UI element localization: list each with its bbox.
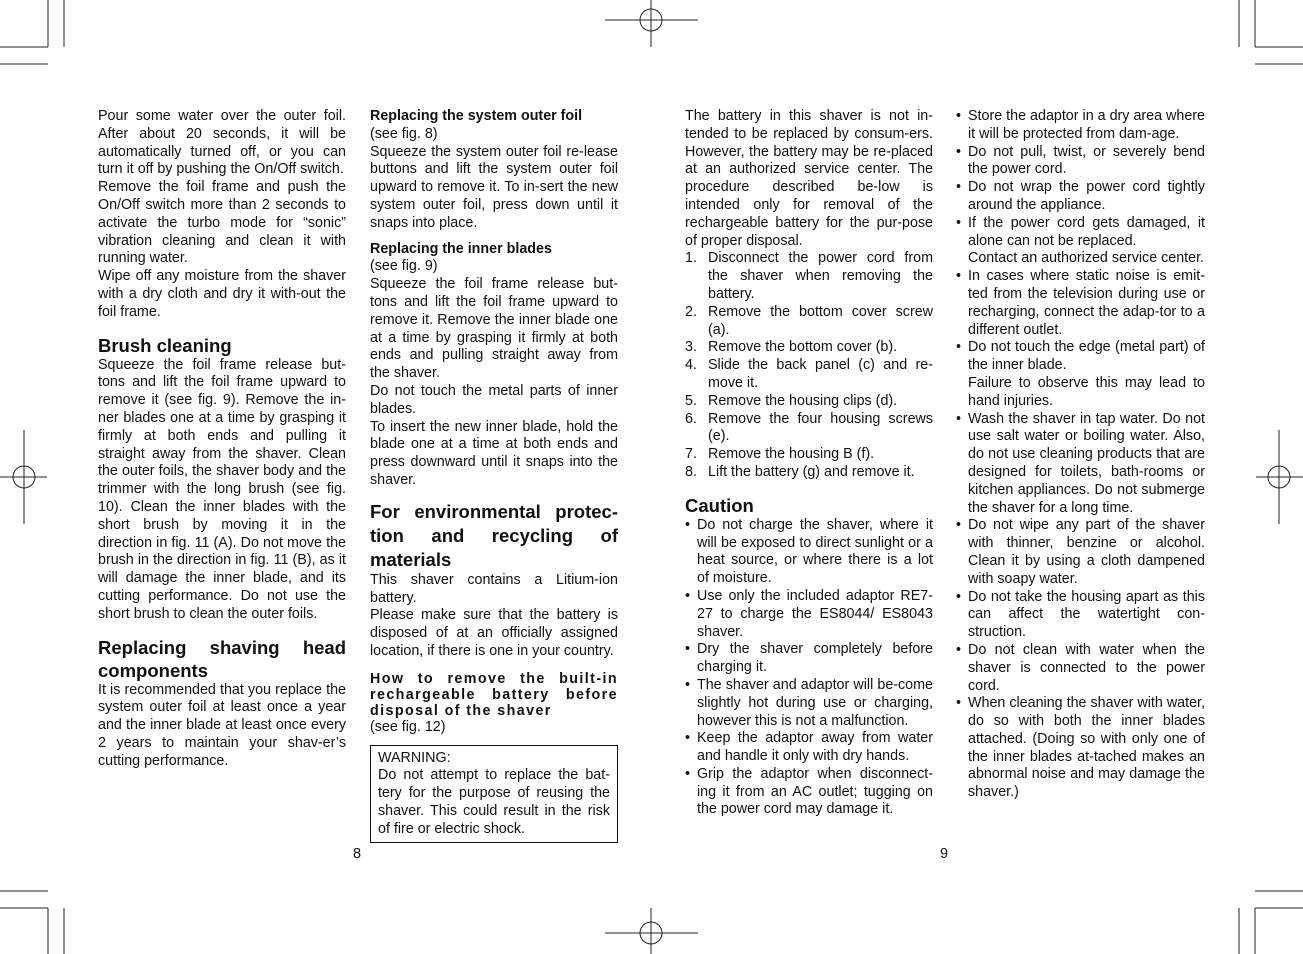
list-item <box>956 268 1205 339</box>
paragraph: Wipe off any moisture from the shaver with a dry cloth and dry it with-out the foil frame. <box>98 268 346 320</box>
list-item <box>956 339 1205 410</box>
item-text: Do not wrap the power cord tightly around the appliance. <box>968 179 1205 213</box>
list-item <box>956 179 1205 215</box>
bullet-icon: • <box>956 214 962 231</box>
paragraph: Squeeze the foil frame release but-tons and lift the foil frame upward to remove it (see fig. 9). Remove the in-ner blades one at a time by grasping it firmly at both ends and pulling it straight away from the shaver. Clean the outer foils, the shaver body and the trimmer with the long brush (see fig. 10). Clean the inner blades with the short brush by moving it in the direction in fig. 11 (A). Do not move the brush in the direction in fig. 11 (B), as it will damage the inner blade, and its cutting performance. Do not use the short brush to clean the outer foils. <box>98 356 346 622</box>
paragraph: It is recommended that you replace the system outer foil at least once a year and the inner blade at least once every 2 years to maintain your shav-er’s cutting performance. <box>98 681 346 769</box>
column-1 <box>98 108 346 771</box>
step-text: Remove the four housing screws (e). <box>708 410 933 445</box>
bullet-icon: • <box>956 108 962 124</box>
paragraph: Pour some water over the outer foil. After about 20 seconds, it will be automatically turned off, or you can turn it off by pushing the On/Off switch. <box>98 108 346 178</box>
heading-caution: Caution <box>685 494 754 516</box>
item-text: If the power cord gets damaged, it alone can not be replaced. Contact an authorized service center. <box>968 214 1205 267</box>
step-text: Remove the bottom cover (b). <box>708 339 898 356</box>
warning-box <box>370 745 618 843</box>
bullet-icon: • <box>956 179 962 196</box>
list-item <box>685 677 933 730</box>
list-item <box>956 215 1205 268</box>
paragraph: To insert the new inner blade, hold the blade one at a time at both ends and press downward until it snaps into the shaver. <box>370 418 618 488</box>
column-4 <box>956 108 1205 802</box>
list-item <box>956 589 1205 642</box>
heading-replacing-outer-foil: Replacing the system outer foil <box>370 108 583 124</box>
item-text: Do not charge the shaver, where it will be exposed to direct sunlight or a heat source, or where there is a lot of moisture. <box>697 516 933 587</box>
figure-reference: (see fig. 9) <box>370 258 438 275</box>
item-text: Do not take the housing apart as this can affect the watertight con-struction. <box>968 588 1205 641</box>
list-item <box>685 588 933 641</box>
heading-battery-removal: How to remove the built-in rechargeable battery before disposal of the shaver <box>370 670 618 719</box>
step-number: 2. <box>685 303 697 320</box>
step-number: 8. <box>685 463 697 480</box>
bullet-icon: • <box>956 143 962 160</box>
list-item <box>685 411 933 447</box>
list-item <box>956 517 1205 588</box>
safety-list <box>956 108 1205 802</box>
list-item <box>956 108 1205 144</box>
list-item <box>956 411 1205 518</box>
item-text: Store the adaptor in a dry area where it will be protected from dam-age. <box>968 108 1205 142</box>
bullet-icon: • <box>956 641 962 658</box>
item-text: Wash the shaver in tap water. Do not use salt water or boiling water. Also, do not use cleaning products that are designed for toilets, bath-rooms or kitchen appliances. Do not submerge the shaver for a long time. <box>968 410 1205 516</box>
list-item <box>685 357 933 393</box>
step-number: 4. <box>685 357 697 374</box>
list-item <box>956 642 1205 695</box>
step-text: Slide the back panel (c) and re-move it. <box>708 357 933 391</box>
list-item <box>685 304 933 340</box>
list-item <box>685 517 933 588</box>
item-text: When cleaning the shaver with water, do so with both the inner blades attached. (Doing so with only one of the inner blades at-tached makes an abnormal noise and may damage the shaver.) <box>968 695 1205 801</box>
caution-list <box>685 517 933 820</box>
list-item <box>685 464 933 482</box>
list-item <box>685 446 933 464</box>
heading-replacing-components: Replacing shaving head components <box>98 636 346 681</box>
paragraph: Squeeze the foil frame release but-tons and lift the foil frame upward to remove it. Remove the inner blade one at a time by grasping it firmly at both ends and pulling straight away from the shaver. <box>370 276 618 382</box>
item-text: Do not pull, twist, or severely bend the power cord. <box>968 143 1205 178</box>
item-text: Grip the adaptor when disconnect-ing it from an AC outlet; tugging on the power cord may damage it. <box>697 765 933 818</box>
column-2 <box>370 108 618 843</box>
page-number-left: 8 <box>353 846 362 862</box>
item-text: Keep the adaptor away from water and handle it only with dry hands. <box>697 730 933 765</box>
figure-reference: (see fig. 8) <box>370 125 438 142</box>
list-item <box>685 250 933 303</box>
warning-text: Do not attempt to replace the bat-tery for the purpose of reusing the shaver. This could result in the risk of fire or electric shock. <box>378 767 610 837</box>
list-item <box>956 144 1205 180</box>
bullet-icon: • <box>956 588 962 605</box>
item-text: Do not wipe any part of the shaver with thinner, benzine or alcohol. Clean it by using a cloth dampened with soapy water. <box>968 517 1205 587</box>
bullet-icon: • <box>956 517 962 534</box>
step-number: 3. <box>685 339 697 356</box>
bullet-icon: • <box>685 765 691 782</box>
heading-environmental: For environmental protec-tion and recycling of materials <box>370 500 618 570</box>
heading-brush-cleaning: Brush cleaning <box>98 334 232 356</box>
paragraph: Remove the foil frame and push the On/Off switch more than 2 seconds to activate the turbo mode for “sonic” vibration cleaning and clean it with running water. <box>98 179 346 267</box>
paragraph: This shaver contains a Litium-ion battery. <box>370 571 618 606</box>
list-item <box>956 695 1205 802</box>
removal-steps-list <box>685 250 933 481</box>
bullet-icon: • <box>956 339 962 356</box>
bullet-icon: • <box>956 410 962 427</box>
paragraph: Please make sure that the battery is disposed of at an officially assigned location, if there is one in your country. <box>370 607 618 659</box>
list-item <box>685 641 933 677</box>
list-item <box>685 766 933 819</box>
item-text: Do not touch the edge (metal part) of the inner blade. Failure to observe this may lead to hand injuries. <box>968 339 1205 409</box>
bullet-icon: • <box>685 676 691 693</box>
step-number: 1. <box>685 250 697 267</box>
item-text: Use only the included adaptor RE7-27 to charge the ES8044/ ES8043 shaver. <box>697 587 933 640</box>
step-text: Disconnect the power cord from the shaver when removing the battery. <box>708 250 933 302</box>
bullet-icon: • <box>956 695 962 712</box>
paragraph: Squeeze the system outer foil re-lease buttons and lift the system outer foil upward to remove it. To in-sert the new system outer foil, press down until it snaps into place. <box>370 143 618 231</box>
item-text: Dry the shaver completely before charging it. <box>697 641 933 676</box>
item-text: In cases where static noise is emit-ted from the television during use or recharging, connect the adap-tor to a different outlet. <box>968 268 1205 338</box>
list-item <box>685 339 933 357</box>
step-text: Remove the housing clips (d). <box>708 392 898 409</box>
bullet-icon: • <box>685 730 691 747</box>
column-3 <box>685 108 933 819</box>
bullet-icon: • <box>685 516 691 533</box>
step-number: 5. <box>685 392 697 409</box>
list-item <box>685 393 933 411</box>
bullet-icon: • <box>956 268 962 285</box>
step-text: Remove the housing B (f). <box>708 446 875 463</box>
item-text: The shaver and adaptor will be-come slightly hot during use or charging, however this is not a malfunction. <box>697 676 933 729</box>
list-item <box>685 730 933 766</box>
step-number: 6. <box>685 410 697 427</box>
figure-reference: (see fig. 12) <box>370 718 446 735</box>
bullet-icon: • <box>685 587 691 604</box>
page-number-right: 9 <box>940 846 949 862</box>
warning-title: WARNING: <box>378 749 451 766</box>
paragraph: The battery in this shaver is not in-tended to be replaced by consum-ers. However, the battery may be re-placed at an authorized service center. The procedure described be-low is intended only for removal of the rechargeable battery for the pur-pose of proper disposal. <box>685 108 933 249</box>
bullet-icon: • <box>685 641 691 658</box>
step-text: Remove the bottom cover screw (a). <box>708 303 933 338</box>
step-number: 7. <box>685 446 697 463</box>
item-text: Do not clean with water when the shaver is connected to the power cord. <box>968 641 1205 694</box>
paragraph: Do not touch the metal parts of inner blades. <box>370 382 618 417</box>
heading-replacing-inner-blades: Replacing the inner blades <box>370 240 552 257</box>
step-text: Lift the battery (g) and remove it. <box>708 463 915 480</box>
